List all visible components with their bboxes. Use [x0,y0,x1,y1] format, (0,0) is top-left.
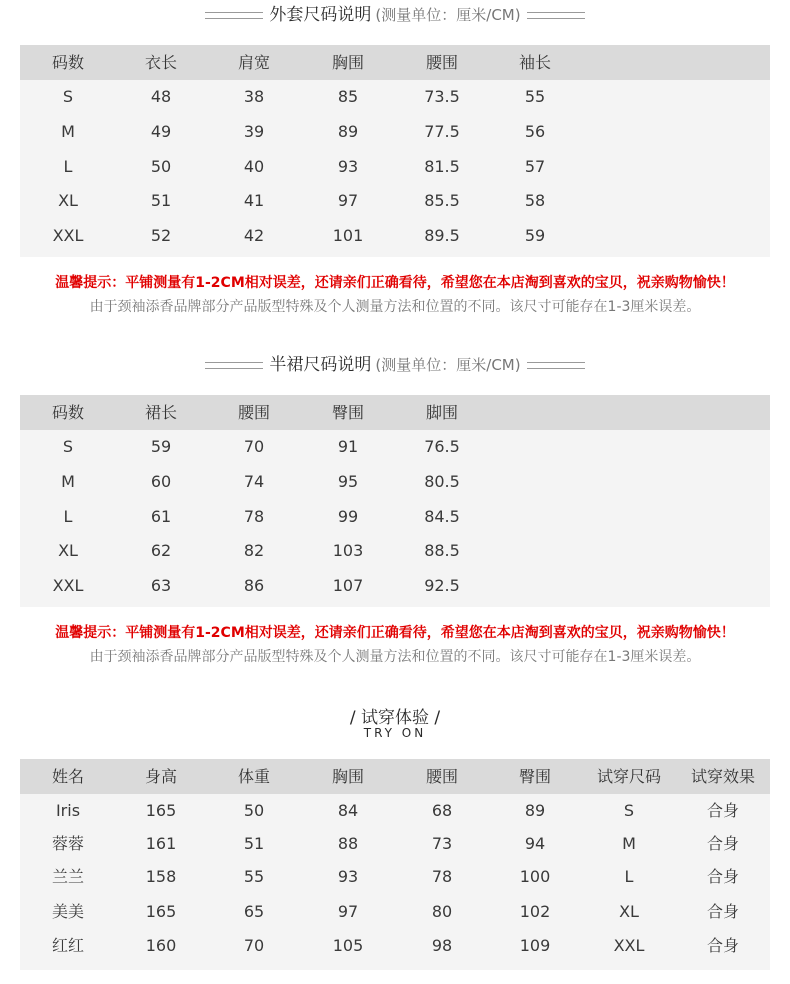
coat-table-cell: 73.5 [424,87,460,106]
coat-table-cell: 81.5 [424,157,460,176]
coat-table-cell: 39 [243,122,265,141]
coat-col-header: 肩宽 [237,53,271,72]
coat-table-cell: 41 [243,191,265,210]
skirt-table-cell: XL [58,541,78,560]
tryon-table-cell: 102 [519,902,551,921]
tryon-table-cell: 158 [145,867,177,886]
coat-table-cell: 59 [524,226,546,245]
skirt-table-cell: XXL [52,576,84,595]
tryon-table-cell: 合身 [706,834,740,853]
skirt-size-title: 半裙尺码说明 [269,355,372,375]
coat-table-cell: 48 [150,87,172,106]
tryon-col-header: 体重 [237,767,271,786]
tryon-table-cell: 合身 [706,867,740,886]
tryon-table-cell: M [622,834,636,853]
coat-col-header: 袖长 [518,53,552,72]
tryon-table-cell: 109 [519,936,551,955]
tryon-table-cell: 100 [519,867,551,886]
coat-size-title: 外套尺码说明 [269,5,372,25]
tryon-table-cell: 51 [243,834,265,853]
tryon-table-cell: 65 [243,902,265,921]
tryon-table-cell: 165 [145,801,177,820]
tryon-table-cell: 93 [337,867,359,886]
coat-table-cell: 40 [243,157,265,176]
tryon-table-row [20,929,770,963]
skirt-table-cell: 63 [150,576,172,595]
tryon-col-header: 腰围 [425,767,459,786]
skirt-table-cell: 62 [150,541,172,560]
tryon-table-cell: 88 [337,834,359,853]
coat-table-cell: 38 [243,87,265,106]
tryon-table-cell: 红红 [51,936,85,955]
coat-table-row [20,150,770,184]
skirt-table-cell: 82 [243,541,265,560]
skirt-table-row [20,430,770,464]
tryon-table-cell: 70 [243,936,265,955]
coat-table-cell: XL [58,191,78,210]
skirt-table-cell: 60 [150,472,172,491]
tryon-table-cell: 165 [145,902,177,921]
skirt-table-cell: 70 [243,437,265,456]
coat-table-cell: M [61,122,75,141]
skirt-table-cell: 99 [337,507,359,526]
tryon-table-row [20,860,770,894]
coat-table-cell: 52 [150,226,172,245]
tryon-table-cell: Iris [55,801,81,820]
skirt-col-header: 腰围 [237,403,271,422]
tryon-table-cell: 兰兰 [51,867,85,886]
tryon-table-row [20,794,770,828]
tryon-table-cell: 68 [431,801,453,820]
coat-table-row [20,80,770,114]
coat-table-cell: 50 [150,157,172,176]
tryon-table-cell: 80 [431,902,453,921]
coat-table-cell: 57 [524,157,546,176]
skirt-col-header: 脚围 [425,403,459,422]
tryon-table-cell: XL [619,902,639,921]
skirt-table-cell: 74 [243,472,265,491]
skirt-table-cell: L [63,507,73,526]
divider-line [205,362,263,369]
coat-table-cell: 85.5 [424,191,460,210]
tryon-table-cell: 美美 [51,902,85,921]
coat-table-cell: XXL [52,226,84,245]
coat-table-cell: 77.5 [424,122,460,141]
tryon-table-row [20,827,770,861]
tryon-table [20,759,770,970]
skirt-table-cell: 61 [150,507,172,526]
tryon-table-cell: 94 [524,834,546,853]
coat-table-cell: L [63,157,73,176]
skirt-table-cell: 91 [337,437,359,456]
tryon-table-cell: XXL [613,936,645,955]
tryon-table-cell: 89 [524,801,546,820]
skirt-col-header: 裙长 [144,403,178,422]
coat-size-header [0,0,790,30]
coat-table-cell: 51 [150,191,172,210]
tryon-table-cell: 50 [243,801,265,820]
skirt-table-row [20,569,770,603]
skirt-table-cell: M [61,472,75,491]
tryon-col-header: 臀围 [518,767,552,786]
skirt-table-cell: 59 [150,437,172,456]
coat-table-header-row [20,45,770,80]
tryon-table-cell: 合身 [706,936,740,955]
coat-table-cell: 85 [337,87,359,106]
tryon-subtitle: TRY ON [363,726,427,740]
skirt-table-cell: 84.5 [424,507,460,526]
coat-size-table [20,45,770,257]
skirt-table-row [20,465,770,499]
skirt-table-cell: 86 [243,576,265,595]
tryon-table-cell: 蓉蓉 [51,834,85,853]
skirt-table-cell: 103 [332,541,364,560]
divider-line [205,12,263,19]
tryon-table-header-row [20,759,770,794]
skirt-table-cell: 95 [337,472,359,491]
coat-col-header: 衣长 [144,53,178,72]
coat-table-row [20,184,770,218]
skirt-table-cell: 78 [243,507,265,526]
tryon-col-header: 胸围 [331,767,365,786]
skirt-size-unit: (测量单位：厘米/CM) [375,356,521,374]
coat-table-cell: 56 [524,122,546,141]
tryon-table-cell: 合身 [706,801,740,820]
tryon-table-cell: 55 [243,867,265,886]
tryon-table-cell: 84 [337,801,359,820]
skirt-table-cell: 107 [332,576,364,595]
tryon-table-cell: 105 [332,936,364,955]
skirt-col-header: 臀围 [331,403,365,422]
tryon-table-cell: 合身 [706,902,740,921]
tryon-table-cell: 98 [431,936,453,955]
tryon-col-header: 试穿尺码 [596,767,662,786]
tryon-table-cell: 73 [431,834,453,853]
coat-table-cell: 55 [524,87,546,106]
coat-notice-warm-tip: 温馨提示：平铺测量有1-2CM相对误差，还请亲们正确看待，希望您在本店淘到喜欢的宝贝，祝亲购物愉快！ [55,275,735,291]
tryon-col-header: 试穿效果 [690,767,756,786]
tryon-title: / 试穿体验 / [349,708,441,728]
tryon-table-cell: 97 [337,902,359,921]
coat-table-cell: 101 [332,226,364,245]
coat-table-row [20,115,770,149]
skirt-table-cell: 76.5 [424,437,460,456]
tryon-table-cell: 78 [431,867,453,886]
tryon-table-cell: 160 [145,936,177,955]
coat-table-cell: 93 [337,157,359,176]
skirt-table-cell: 92.5 [424,576,460,595]
coat-table-cell: 89 [337,122,359,141]
coat-notice-error-disclaimer: 由于颈袖添香品牌部分产品版型特殊及个人测量方法和位置的不同。该尺寸可能存在1-3厘米误差。 [89,299,701,315]
skirt-size-header [0,350,790,380]
skirt-table-row [20,534,770,568]
coat-col-header: 胸围 [331,53,365,72]
coat-table-cell: S [62,87,74,106]
tryon-col-header: 身高 [144,767,178,786]
tryon-table-cell: 161 [145,834,177,853]
coat-size-unit: (测量单位：厘米/CM) [375,6,521,24]
skirt-col-header: 码数 [51,403,85,422]
skirt-table-header-row [20,395,770,430]
skirt-table-cell: S [62,437,74,456]
coat-col-header: 腰围 [425,53,459,72]
tryon-table-cell: L [624,867,634,886]
coat-table-cell: 49 [150,122,172,141]
skirt-notice-warm-tip: 温馨提示：平铺测量有1-2CM相对误差，还请亲们正确看待，希望您在本店淘到喜欢的宝贝，祝亲购物愉快！ [55,625,735,641]
tryon-table-row [20,895,770,929]
tryon-col-header: 姓名 [51,767,85,786]
skirt-table-cell: 80.5 [424,472,460,491]
coat-table-cell: 89.5 [424,226,460,245]
skirt-table-cell: 88.5 [424,541,460,560]
coat-col-header: 码数 [51,53,85,72]
coat-table-cell: 42 [243,226,265,245]
skirt-table-row [20,500,770,534]
skirt-notice-error-disclaimer: 由于颈袖添香品牌部分产品版型特殊及个人测量方法和位置的不同。该尺寸可能存在1-3厘米误差。 [89,649,701,665]
coat-table-row [20,219,770,253]
skirt-size-table [20,395,770,607]
tryon-table-cell: S [623,801,635,820]
divider-line [527,12,585,19]
divider-line [527,362,585,369]
coat-table-cell: 58 [524,191,546,210]
coat-table-cell: 97 [337,191,359,210]
